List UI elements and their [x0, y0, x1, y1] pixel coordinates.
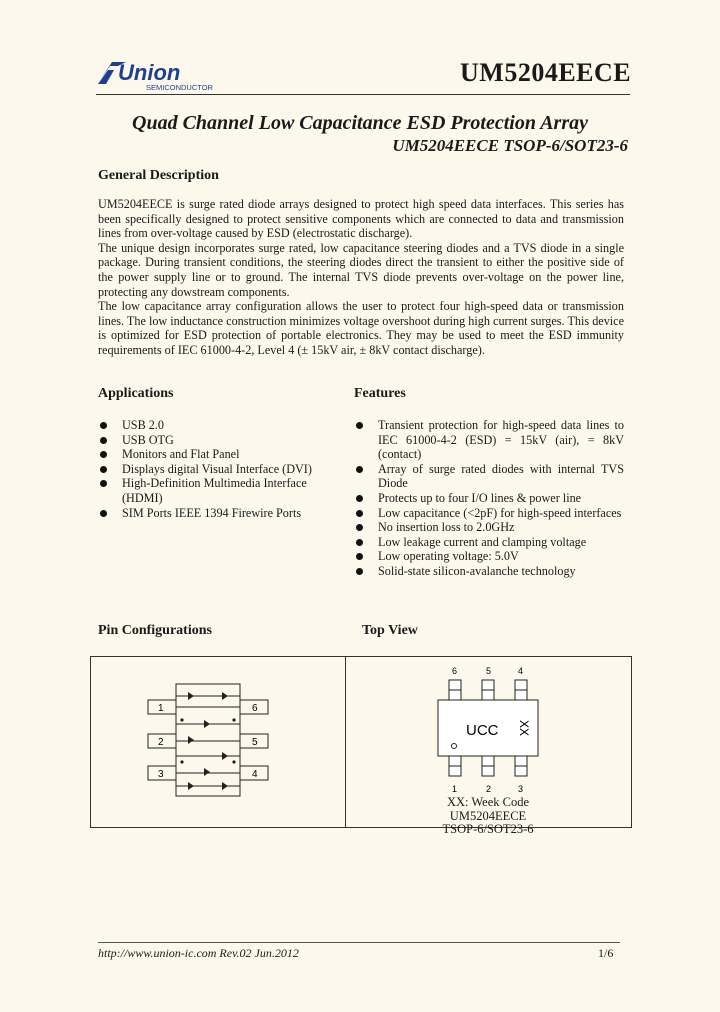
list-item: Transient protection for high-speed data lines to IEC 61000-4-2 (ESD) = 15kV (air), = 8kV (contact) [354, 418, 624, 462]
package-top-view [436, 662, 540, 796]
list-item: SIM Ports IEEE 1394 Firewire Ports [98, 506, 330, 521]
caption-line: TSOP-6/SOT23-6 [442, 822, 534, 836]
package-marking: UCC [466, 722, 499, 739]
pin-label: 2 [158, 737, 164, 748]
part-number-header: UM5204EECE [460, 58, 632, 87]
list-item: Monitors and Flat Panel [98, 447, 330, 462]
features-list [354, 418, 624, 579]
pin-label: 6 [252, 703, 258, 714]
pin-label: 2 [486, 784, 492, 794]
package-caption [440, 796, 536, 837]
applications-list [98, 418, 330, 520]
list-item: USB OTG [98, 433, 330, 448]
pin-label: 1 [158, 703, 164, 714]
footer-url-revision: http://www.union-ic.com Rev.02 Jun.2012 [98, 946, 299, 960]
list-item: Solid-state silicon-avalanche technology [354, 564, 624, 579]
applications-heading: Applications [98, 386, 174, 401]
list-item: Displays digital Visual Interface (DVI) [98, 462, 330, 477]
pin-label: 6 [452, 666, 458, 676]
footer-rule [98, 942, 620, 943]
list-item: Low capacitance (<2pF) for high-speed interfaces [354, 506, 624, 521]
box-divider [345, 656, 346, 828]
description-paragraph: The low capacitance array configuration allows the user to protect four high-speed data or transmission lines. The low inductance construction minimizes voltage overshoot during high current surges. This device is optimized for ESD protection of portable electronics. They may be used to meet the ESD immunity requirements of IEC 61000-4-2, Level 4 (± 15kV air, ± 8kV contact discharge). [98, 299, 624, 357]
general-description-body [98, 197, 624, 358]
pin-label: 5 [486, 666, 492, 676]
list-item: Array of surge rated diodes with internal TVS Diode [354, 462, 624, 491]
general-description-heading: General Description [98, 168, 219, 183]
caption-line: UM5204EECE [449, 808, 527, 823]
list-item: Low leakage current and clamping voltage [354, 535, 624, 550]
top-view-heading: Top View [362, 623, 418, 638]
pin-label: 5 [252, 737, 258, 748]
pin-label: 3 [518, 784, 524, 794]
pin-label: 4 [252, 769, 258, 780]
document-title: Quad Channel Low Capacitance ESD Protection Array [132, 112, 588, 134]
week-code-mark: XX [517, 720, 531, 737]
description-paragraph: The unique design incorporates surge rated, low capacitance steering diodes and a TVS diode in a single package. During transient conditions, the steering diodes direct the transient to either the positive side of the power supply line or to ground. The internal TVS diode prevents over-voltage on the power line, protecting any dowstream components. [98, 240, 624, 299]
pin-label: 4 [518, 666, 524, 676]
logo-text: Union [118, 60, 181, 85]
pin-schematic [140, 676, 280, 804]
pin-configurations-heading: Pin Configurations [98, 623, 212, 638]
pin-label: 3 [158, 769, 164, 780]
description-paragraph: UM5204EECE is surge rated diode arrays designed to protect high speed data interfaces. This series has been specifically designed to protect sensitive components which are connected to data and transmission lines from over-voltage caused by ESD (electrostatic discharge). [98, 197, 624, 241]
list-item: High-Definition Multimedia Interface (HDMI) [98, 476, 330, 505]
union-logo [96, 58, 236, 92]
page-number: 1/6 [598, 946, 614, 960]
document-subtitle: UM5204EECE TSOP-6/SOT23-6 [392, 136, 628, 155]
list-item: Protects up to four I/O lines & power line [354, 491, 624, 506]
list-item: USB 2.0 [98, 418, 330, 433]
features-heading: Features [354, 386, 406, 401]
pin-label: 1 [452, 784, 458, 794]
header-rule [96, 94, 630, 95]
logo-subtext: SEMICONDUCTOR [146, 83, 213, 92]
list-item: Low operating voltage: 5.0V [354, 549, 624, 564]
list-item: No insertion loss to 2.0GHz [354, 520, 624, 535]
caption-line: XX: Week Code [446, 795, 530, 809]
